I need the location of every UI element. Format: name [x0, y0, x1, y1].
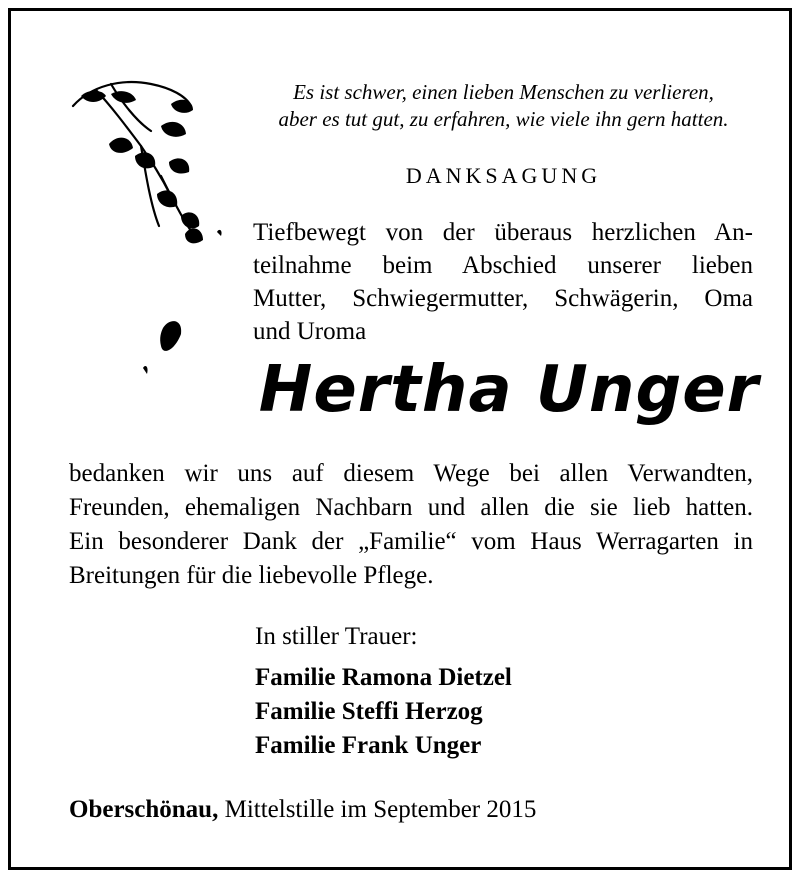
- quote-line-1: Es ist schwer, einen lieben Menschen zu verlieren,: [293, 80, 714, 104]
- thanks-paragraph: [69, 457, 753, 593]
- body-line-1: bedanken wir uns auf diesem Wege bei allen Verwandten,: [69, 460, 753, 487]
- place-town: Oberschönau,: [69, 796, 219, 823]
- deceased-name: Hertha Unger: [258, 353, 760, 427]
- intro-line-2: teilnahme beim Abschied unserer lieben: [253, 252, 753, 279]
- birch-branch-icon: [51, 66, 251, 396]
- intro-line-4: und Uroma: [253, 318, 367, 345]
- family-item: Familie Steffi Herzog: [255, 698, 483, 725]
- place-date: [69, 796, 536, 824]
- body-line-4: Breitungen für die liebevolle Pflege.: [69, 562, 434, 589]
- intro-paragraph: [253, 216, 753, 348]
- intro-line-3: Mutter, Schwiegermutter, Schwägerin, Oma: [253, 285, 753, 312]
- notice-frame: [8, 8, 792, 870]
- intro-line-1: Tiefbewegt von der überaus herzlichen An-: [253, 219, 753, 246]
- body-line-2: Freunden, ehemaligen Nachbarn und allen die sie lieb hatten.: [69, 494, 753, 521]
- quote-line-2: aber es tut gut, zu erfahren, wie viele ihn gern hatten.: [278, 107, 729, 131]
- body-line-3: Ein besonderer Dank der „Familie“ vom Haus Werragarten in: [69, 528, 753, 555]
- place-date-text: Mittelstille im September 2015: [218, 796, 537, 823]
- family-list: [255, 661, 512, 763]
- opening-quote: [241, 79, 766, 133]
- mourning-label: In stiller Trauer:: [255, 623, 418, 650]
- family-item: Familie Frank Unger: [255, 732, 482, 759]
- family-item: Familie Ramona Dietzel: [255, 664, 512, 691]
- page-title: DANKSAGUNG: [405, 163, 602, 188]
